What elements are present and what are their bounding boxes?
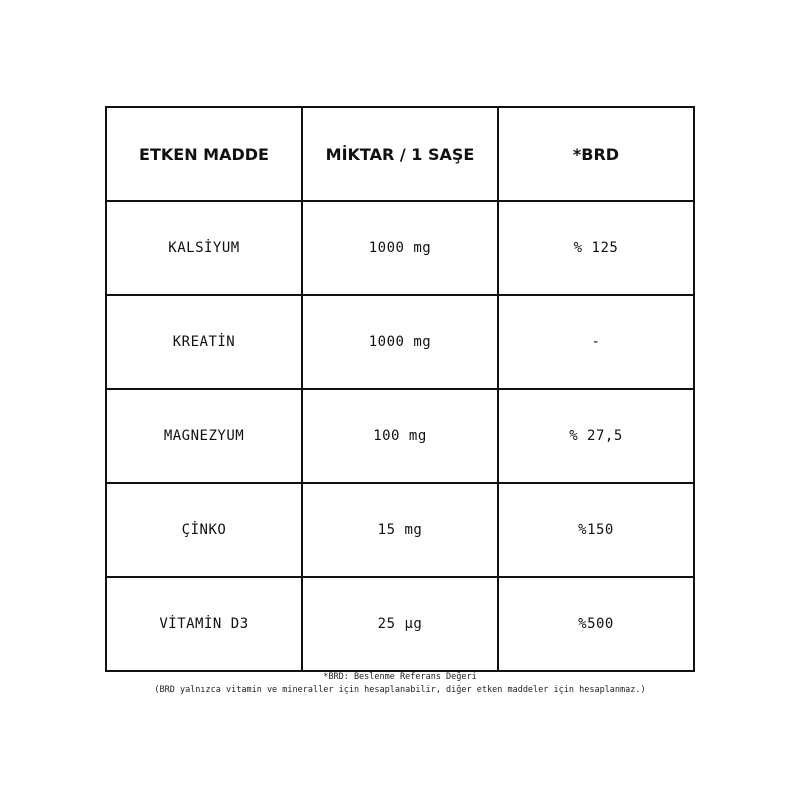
- table-header-row: [106, 107, 694, 201]
- table-row: [106, 389, 694, 483]
- ingredient-name: MAGNEZYUM: [106, 389, 302, 483]
- header-active-ingredient: ETKEN MADDE: [106, 107, 302, 201]
- ingredient-name: ÇİNKO: [106, 483, 302, 577]
- ingredient-brd: % 27,5: [498, 389, 694, 483]
- table-row: [106, 201, 694, 295]
- brd-disclaimer-footnote: (BRD yalnızca vitamin ve mineraller için hesaplanabilir, diğer etken maddeler için hesaplanmaz.): [154, 685, 646, 695]
- ingredient-name: KREATİN: [106, 295, 302, 389]
- ingredient-brd: -: [498, 295, 694, 389]
- ingredient-brd: %150: [498, 483, 694, 577]
- header-brd: *BRD: [498, 107, 694, 201]
- brd-footnote: *BRD: Beslenme Referans Değeri: [323, 672, 477, 682]
- ingredient-amount: 1000 mg: [302, 295, 498, 389]
- nutrition-facts-table: [105, 106, 695, 672]
- ingredient-brd: %500: [498, 577, 694, 671]
- table-row: [106, 483, 694, 577]
- ingredient-brd: % 125: [498, 201, 694, 295]
- header-amount-per-sachet: MİKTAR / 1 SAŞE: [302, 107, 498, 201]
- ingredient-amount: 1000 mg: [302, 201, 498, 295]
- ingredient-amount: 15 mg: [302, 483, 498, 577]
- ingredient-amount: 25 µg: [302, 577, 498, 671]
- ingredient-name: KALSİYUM: [106, 201, 302, 295]
- table-row: [106, 295, 694, 389]
- table-row: [106, 577, 694, 671]
- ingredient-name: VİTAMİN D3: [106, 577, 302, 671]
- ingredient-amount: 100 mg: [302, 389, 498, 483]
